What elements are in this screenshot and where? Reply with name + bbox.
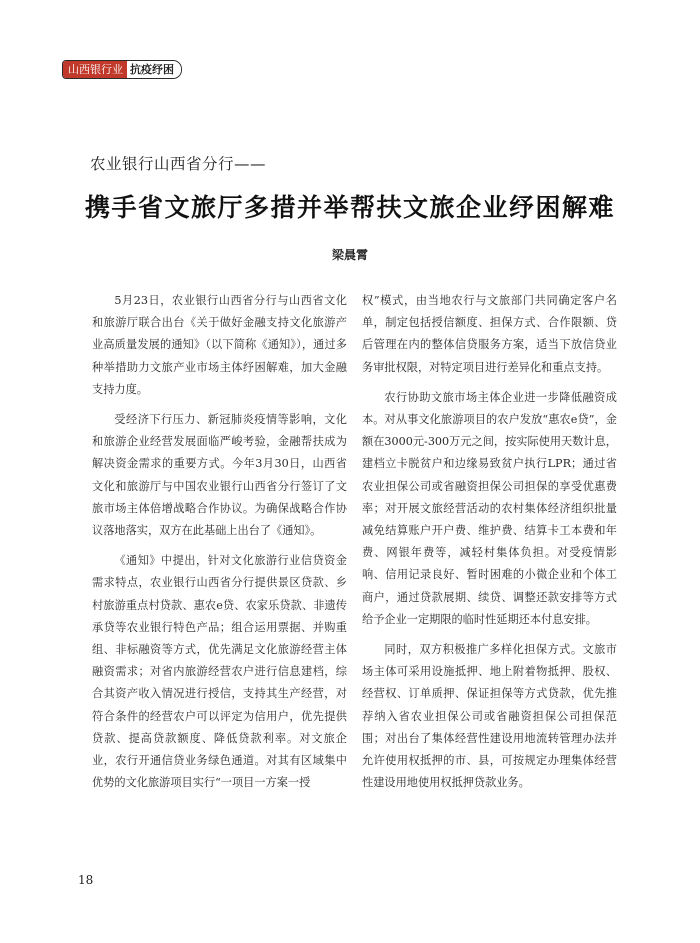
paragraph: 农行协助文旅市场主体企业进一步降低融资成本。对从事文化旅游项目的农户发放“惠农e贷”，金额在3000元-300万元之间，按实际使用天数计息，建档立卡脱贫户和边缘易致贫户执行LPR；通过省农业担保公司或省融资担保公司担保的享受优惠费率；对开展文旅经营活动的农村集体经济组织批量减免结算账户开户费、维护费、结算卡工本费和年费、网银年费等，减轻村集体负担。对受疫情影响、信用记录良好、暂时困难的小微企业和个体工商户，通过贷款展期、续贷、调整还款安排等方式给予企业一定期限的临时性延期还本付息安排。 <box>362 390 617 626</box>
left-column <box>92 290 347 802</box>
article-title: 携手省文旅厅多措并举帮扶文旅企业纾困解难 <box>84 193 615 222</box>
paragraph: 《通知》中提出，针对文化旅游行业信贷资金需求特点，农业银行山西省分行提供景区贷款、乡村旅游重点村贷款、惠农e贷、农家乐贷款、非遗传承贷等农业银行特色产品；组合运用票据、并购重组、非标融资等方式，优先满足文化旅游经营主体融资需求；对省内旅游经营农户进行信息建档，综合其资产收入情况进行授信，支持其生产经营，对符合条件的经营农户可以评定为信用户，优先提供贷款、提高贷款额度、降低贷款利率。对文旅企业，农行开通信贷业务绿色通道。对其有区域集中优势的文化旅游项目实行“一项目一方案一授 <box>92 554 347 790</box>
section-tag <box>62 60 182 79</box>
paragraph: 同时，双方积极推广多样化担保方式。文旅市场主体可采用设施抵押、地上附着物抵押、股权、经营权、订单质押、保证担保等方式贷款，优先推荐纳入省农业担保公司或省融资担保公司担保范围；对出台了集体经营性建设用地流转管理办法并允许使用权抵押的市、县，可按规定办理集体经营性建设用地使用权抵押贷款业务。 <box>362 643 617 790</box>
section-tag-topic: 抗疫纾困 <box>127 61 181 78</box>
paragraph: 5月23日，农业银行山西省分行与山西省文化和旅游厅联合出台《关于做好金融支持文化旅游产业高质量发展的通知》（以下简称《通知》），通过多种举措助力文旅产业市场主体纾困解难，加大金融支持力度。 <box>92 294 347 396</box>
paragraph: 受经济下行压力、新冠肺炎疫情等影响，文化和旅游企业经营发展面临严峻考验，金融帮扶成为解决资金需求的重要方式。今年3月30日，山西省文化和旅游厅与中国农业银行山西省分行签订了文旅市场主体倍增战略合作协议。为确保战略合作协议落地落实，双方在此基础上出台了《通知》。 <box>92 413 347 538</box>
page-number: 18 <box>78 873 94 887</box>
section-tag-bank: 山西银行业 <box>63 61 127 78</box>
article-author: 梁晨霄 <box>331 248 368 262</box>
article-subtitle: 农业银行山西省分行—— <box>90 155 267 173</box>
paragraph: 权”模式，由当地农行与文旅部门共同确定客户名单，制定包括授信额度、担保方式、合作限额、贷后管理在内的整体信贷服务方案，适当下放信贷业务审批权限，对特定项目进行差异化和重点支持。 <box>362 294 617 374</box>
right-column <box>362 290 617 802</box>
